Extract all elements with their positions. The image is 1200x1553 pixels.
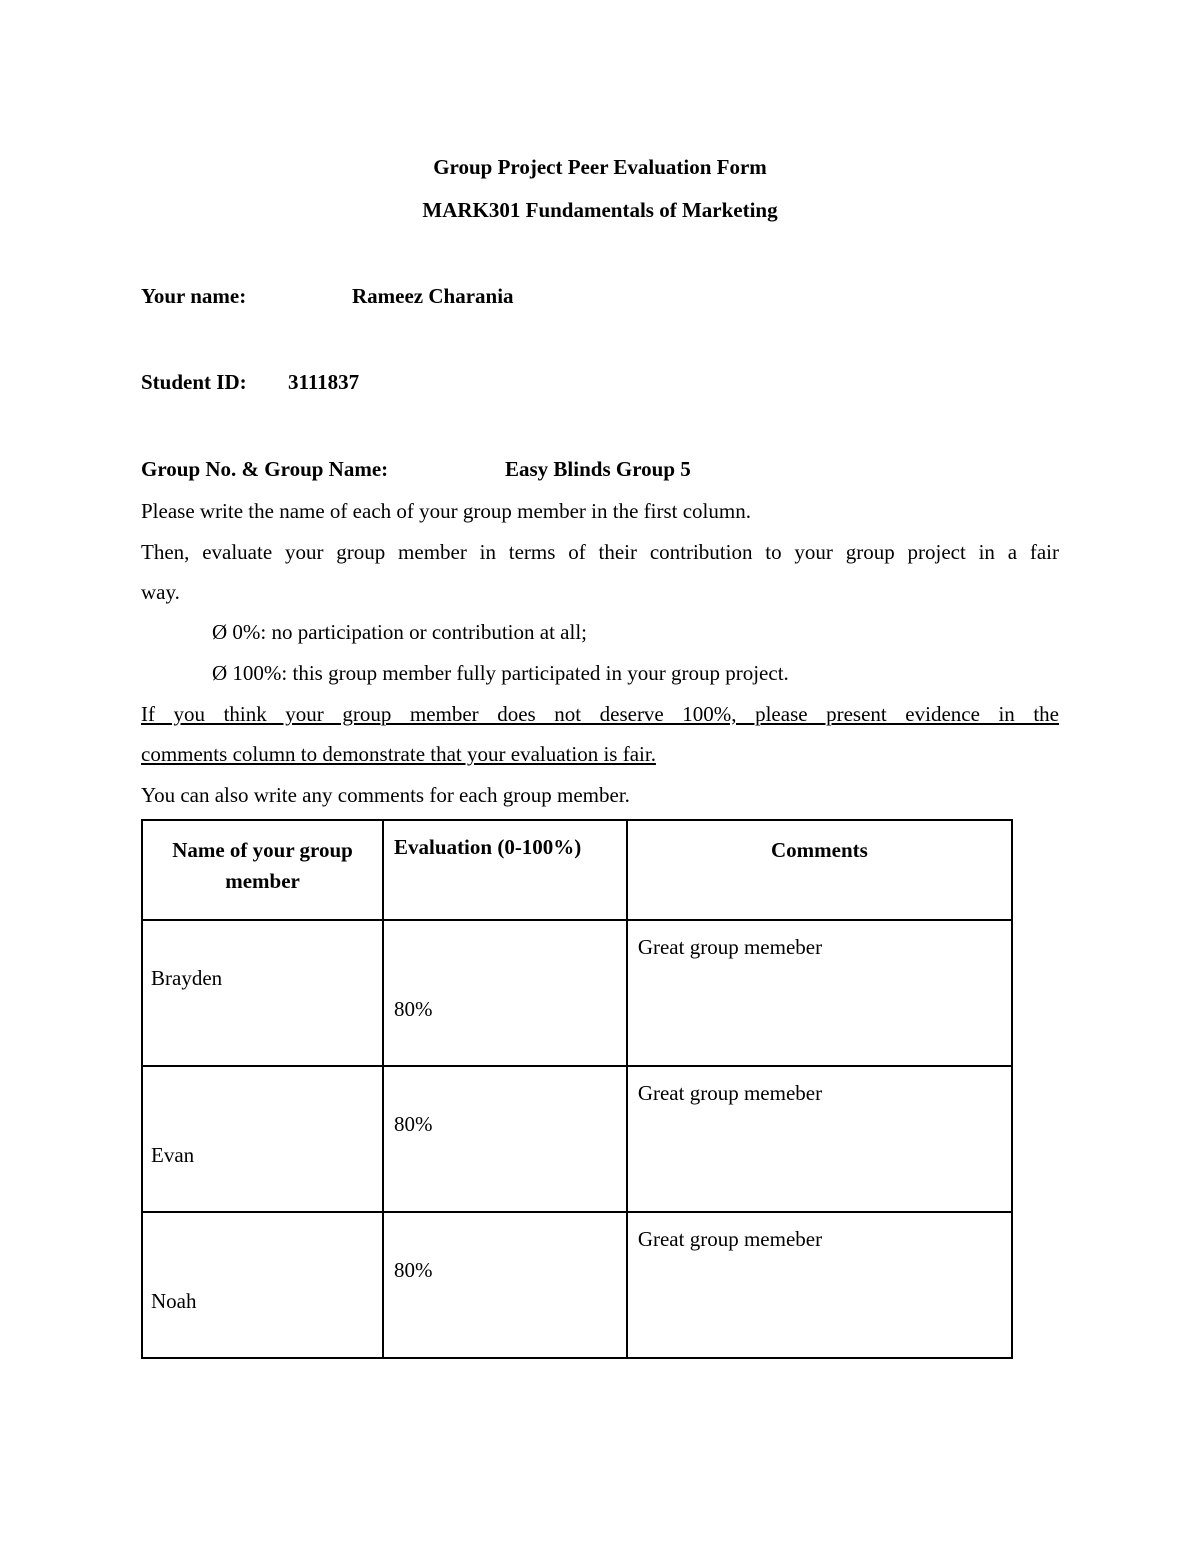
- member-comment: Great group memeber: [637, 1227, 823, 1251]
- header-member-name: Name of your group member: [142, 820, 383, 920]
- student-id-label: Student ID:: [141, 370, 247, 394]
- header-comments: Comments: [627, 820, 1012, 920]
- student-id-value: 3111837: [288, 370, 360, 394]
- comments-note: You can also write any comments for each group member.: [141, 783, 630, 807]
- table-header-row: [142, 820, 1012, 920]
- bullet-hundred-percent: Ø 100%: this group member fully participated in your group project.: [212, 661, 789, 685]
- table-row: [142, 1066, 1012, 1212]
- evaluation-table: [141, 819, 1013, 1359]
- member-name: Evan: [151, 1143, 195, 1167]
- header-evaluation: Evaluation (0-100%): [383, 820, 627, 920]
- member-name: Noah: [151, 1289, 197, 1313]
- course-title: MARK301 Fundamentals of Marketing: [422, 198, 778, 222]
- member-name: Brayden: [151, 966, 223, 990]
- group-value: Easy Blinds Group 5: [505, 457, 691, 481]
- group-label: Group No. & Group Name:: [141, 457, 389, 481]
- table-row: [142, 920, 1012, 1066]
- instruction-line-2: Then, evaluate your group member in terms of their contribution to your group project in a fair: [141, 540, 1059, 564]
- table-row: [142, 1212, 1012, 1358]
- member-comment: Great group memeber: [637, 935, 823, 959]
- name-value: Rameez Charania: [352, 284, 514, 308]
- member-comment: Great group memeber: [637, 1081, 823, 1105]
- name-label: Your name:: [141, 284, 247, 308]
- instruction-line-3: way.: [141, 580, 180, 604]
- member-evaluation: 80%: [394, 997, 433, 1021]
- evidence-note-line-2: comments column to demonstrate that your evaluation is fair.: [141, 742, 656, 766]
- instruction-line-1: Please write the name of each of your group member in the first column.: [141, 499, 751, 523]
- member-evaluation: 80%: [394, 1258, 433, 1282]
- evidence-note-line-1: If you think your group member does not deserve 100%, please present evidence in the: [141, 702, 1059, 726]
- member-evaluation: 80%: [394, 1112, 433, 1136]
- bullet-zero-percent: Ø 0%: no participation or contribution at all;: [212, 620, 587, 644]
- form-title: Group Project Peer Evaluation Form: [433, 155, 767, 179]
